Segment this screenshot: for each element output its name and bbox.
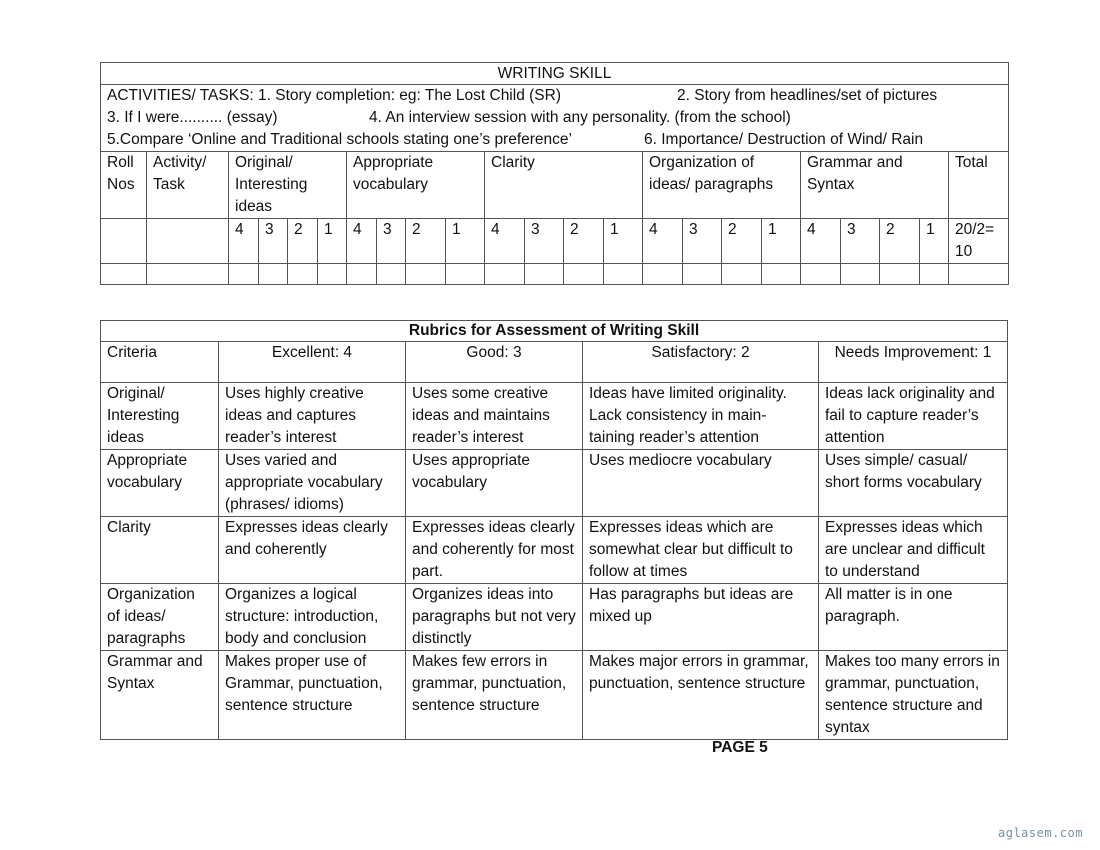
rubric-excellent: Expresses ideas clearly and coherently <box>219 517 406 584</box>
activity-1: ACTIVITIES/ TASKS: 1. Story completion: eg: The Lost Child (SR) <box>107 87 561 104</box>
score-cell: 1 <box>318 219 347 264</box>
rubric-good: Uses appropriate vocabulary <box>406 450 583 517</box>
rubric-satisfactory: Uses mediocre vocabulary <box>583 450 819 517</box>
col-satisfactory: Satisfactory: 2 <box>583 342 819 383</box>
activities-line-3 <box>107 129 1002 151</box>
rubric-satisfactory: Makes major errors in grammar, punctuation, sentence structure <box>583 651 819 740</box>
score-cell: 1 <box>604 219 643 264</box>
rubric-needs-improvement: Makes too many errors in grammar, punctuation, sentence structure and syntax <box>819 651 1008 740</box>
header-roll-nos: Roll Nos <box>101 152 147 219</box>
header-grammar-syntax: Grammar and Syntax <box>801 152 949 219</box>
rubrics-title: Rubrics for Assessment of Writing Skill <box>101 321 1008 342</box>
header-total: Total <box>949 152 1009 219</box>
rubric-good: Organizes ideas into paragraphs but not very distinctly <box>406 584 583 651</box>
rubrics-table <box>100 320 1008 740</box>
empty-cell <box>841 264 880 285</box>
header-appropriate-vocabulary: Appropriate vocabulary <box>347 152 485 219</box>
rubric-satisfactory: Expresses ideas which are somewhat clear but difficult to follow at times <box>583 517 819 584</box>
score-cell: 3 <box>683 219 722 264</box>
writing-skill-title: WRITING SKILL <box>101 63 1009 85</box>
empty-cell <box>683 264 722 285</box>
empty-cell <box>762 264 801 285</box>
rubric-criteria: Clarity <box>101 517 219 584</box>
empty-cell <box>101 264 147 285</box>
writing-skill-table <box>100 62 1009 285</box>
rubric-needs-improvement: Ideas lack originality and fail to capture reader’s attention <box>819 383 1008 450</box>
activity-6: 6. Importance/ Destruction of Wind/ Rain <box>644 131 924 148</box>
empty-cell <box>604 264 643 285</box>
activity-5: 5.Compare ‘Online and Traditional schools stating one’s preference’ <box>107 131 572 148</box>
score-cell: 1 <box>446 219 485 264</box>
total-formula: 20/2= 10 <box>949 219 1009 264</box>
rubric-excellent: Uses highly creative ideas and captures reader’s interest <box>219 383 406 450</box>
empty-cell <box>288 264 318 285</box>
empty-cell <box>643 264 683 285</box>
col-excellent: Excellent: 4 <box>219 342 406 383</box>
rubric-needs-improvement: All matter is in one paragraph. <box>819 584 1008 651</box>
rubric-good: Expresses ideas clearly and coherently for most part. <box>406 517 583 584</box>
score-cell: 1 <box>920 219 949 264</box>
page-number: PAGE 5 <box>712 739 768 756</box>
rubric-row <box>101 450 1008 517</box>
empty-cell <box>229 264 259 285</box>
activities-line-1 <box>107 85 1002 107</box>
rubric-criteria: Appropriate vocabulary <box>101 450 219 517</box>
score-cell: 4 <box>229 219 259 264</box>
score-cell: 3 <box>377 219 406 264</box>
score-cell: 2 <box>564 219 604 264</box>
activity-2: 2. Story from headlines/set of pictures <box>677 87 938 104</box>
score-cell: 2 <box>722 219 762 264</box>
rubric-satisfactory: Has paragraphs but ideas are mixed up <box>583 584 819 651</box>
header-activity-task: Activity/ Task <box>147 152 229 219</box>
rubric-criteria: Original/ Interesting ideas <box>101 383 219 450</box>
rubric-excellent: Makes proper use of Grammar, punctuation, sentence structure <box>219 651 406 740</box>
score-cell: 1 <box>762 219 801 264</box>
empty-cell <box>406 264 446 285</box>
rubric-row <box>101 383 1008 450</box>
score-roll-empty <box>101 219 147 264</box>
col-good: Good: 3 <box>406 342 583 383</box>
activities-line-2 <box>107 107 1002 129</box>
activities-block <box>101 85 1009 152</box>
rubric-good: Makes few errors in grammar, punctuation, sentence structure <box>406 651 583 740</box>
rubric-criteria: Grammar and Syntax <box>101 651 219 740</box>
score-cell: 4 <box>347 219 377 264</box>
empty-cell <box>318 264 347 285</box>
score-cell: 2 <box>288 219 318 264</box>
score-cell: 2 <box>880 219 920 264</box>
rubric-row <box>101 651 1008 740</box>
rubric-row <box>101 584 1008 651</box>
score-cell: 4 <box>643 219 683 264</box>
empty-cell <box>722 264 762 285</box>
empty-cell <box>920 264 949 285</box>
rubric-criteria: Organization of ideas/ paragraphs <box>101 584 219 651</box>
score-activity-empty <box>147 219 229 264</box>
empty-cell <box>147 264 229 285</box>
empty-cell <box>377 264 406 285</box>
empty-cell <box>525 264 564 285</box>
rubric-needs-improvement: Uses simple/ casual/ short forms vocabulary <box>819 450 1008 517</box>
rubric-needs-improvement: Expresses ideas which are unclear and difficult to understand <box>819 517 1008 584</box>
rubric-row <box>101 517 1008 584</box>
col-needs-improvement: Needs Improvement: 1 <box>819 342 1008 383</box>
empty-cell <box>347 264 377 285</box>
empty-cell <box>485 264 525 285</box>
activity-3: 3. If I were.......... (essay) <box>107 109 278 126</box>
empty-cell <box>801 264 841 285</box>
header-original-ideas: Original/ Interesting ideas <box>229 152 347 219</box>
score-cell: 2 <box>406 219 446 264</box>
rubric-satisfactory: Ideas have limited originality. Lack consistency in main-taining reader’s attention <box>583 383 819 450</box>
header-organization: Organization of ideas/ paragraphs <box>643 152 801 219</box>
empty-cell <box>446 264 485 285</box>
score-cell: 3 <box>525 219 564 264</box>
empty-cell <box>949 264 1009 285</box>
rubric-excellent: Uses varied and appropriate vocabulary (phrases/ idioms) <box>219 450 406 517</box>
rubric-good: Uses some creative ideas and maintains reader’s interest <box>406 383 583 450</box>
empty-cell <box>259 264 288 285</box>
rubric-excellent: Organizes a logical structure: introduction, body and conclusion <box>219 584 406 651</box>
score-cell: 3 <box>259 219 288 264</box>
score-cell: 4 <box>801 219 841 264</box>
col-criteria: Criteria <box>101 342 219 383</box>
empty-cell <box>564 264 604 285</box>
watermark: aglasem.com <box>998 826 1083 840</box>
empty-cell <box>880 264 920 285</box>
header-clarity: Clarity <box>485 152 643 219</box>
activity-4: 4. An interview session with any personality. (from the school) <box>369 109 791 126</box>
score-cell: 4 <box>485 219 525 264</box>
score-cell: 3 <box>841 219 880 264</box>
